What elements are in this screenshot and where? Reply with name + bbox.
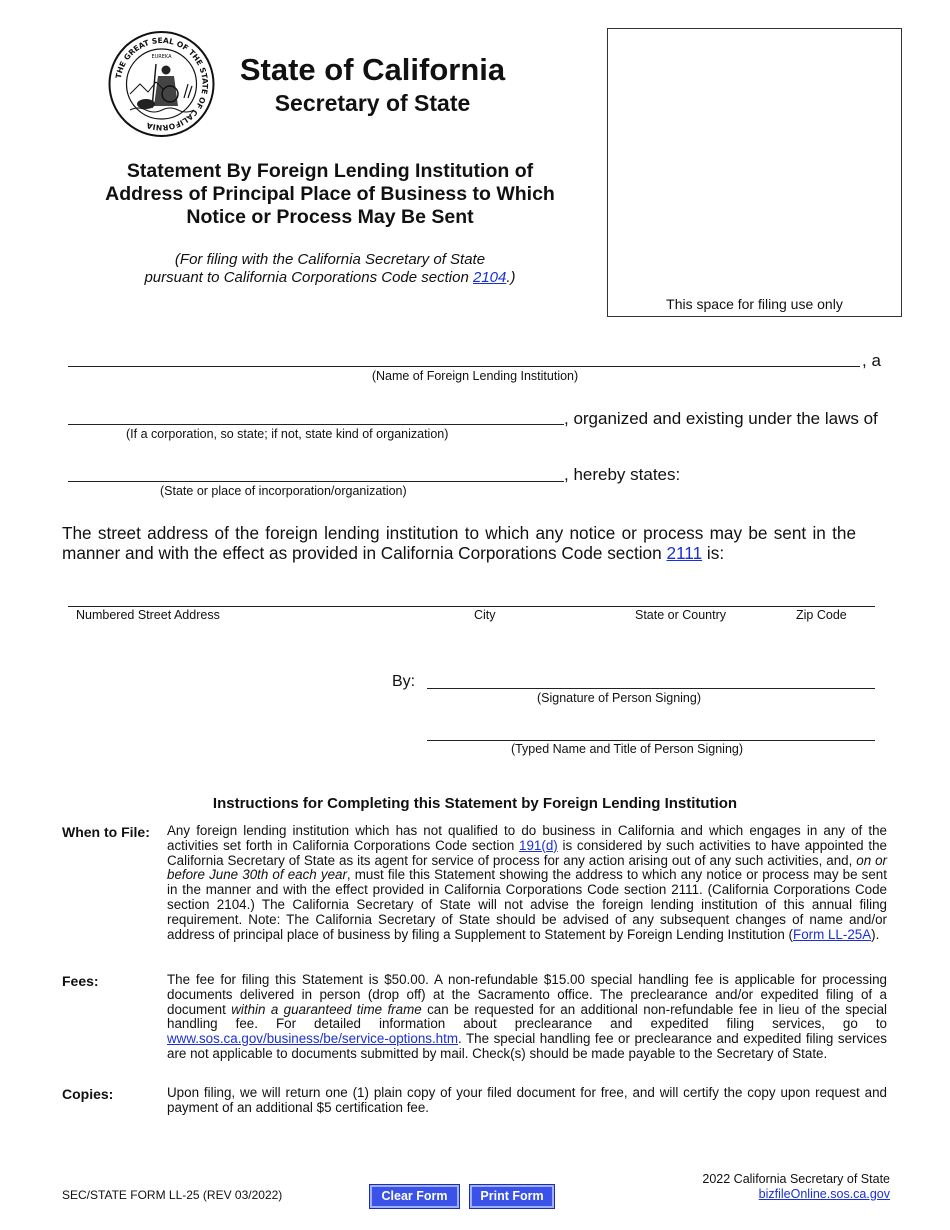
copies-text: Upon filing, we will return one (1) plain copy of your filed document for free, and will certify the copy upon request and payment of an additional $5 certification fee. bbox=[167, 1085, 887, 1115]
address-statement: The street address of the foreign lending institution to which any notice or process may be sent in the manner and with the effect as provided in California Corporations Code section 2111 is: bbox=[62, 523, 856, 563]
state-country-caption: State or Country bbox=[635, 608, 727, 622]
instructions-heading: Instructions for Completing this Statement by Foreign Lending Institution bbox=[212, 795, 738, 812]
institution-name-caption: (Name of Foreign Lending Institution) bbox=[371, 369, 579, 383]
city-caption: City bbox=[474, 608, 496, 622]
street-address-field[interactable] bbox=[68, 606, 875, 607]
street-address-caption: Numbered Street Address bbox=[76, 608, 220, 622]
clear-form-button[interactable]: Clear Form bbox=[370, 1185, 459, 1208]
bizfile-link[interactable]: bizfileOnline.sos.ca.gov bbox=[758, 1187, 890, 1201]
signature-caption: (Signature of Person Signing) bbox=[537, 691, 701, 705]
fees-text: The fee for filing this Statement is $50.00. A non-refundable $15.00 special handling fee is applicable for processing documents delivered in person (drop off) at the Sacramento office. The preclearance and/or expedited filing of a document within a guaranteed time frame can be requested for an additional non-refundable fee in lieu of the special handling fee. For detailed information about preclearance and expedited filing services, go to www.sos.ca.gov/business/be/service-options.htm. The special handling fee or preclearance and expedited filing services are not applicable to documents submitted by mail. Check(s) should be made payable to the Secretary of State. bbox=[167, 972, 887, 1061]
suffix-a-text: , a bbox=[862, 351, 881, 370]
organized-text: , organized and existing under the laws of bbox=[564, 409, 878, 428]
typed-name-caption: (Typed Name and Title of Person Signing) bbox=[510, 742, 744, 756]
organization-kind-field[interactable] bbox=[68, 424, 564, 425]
institution-name-field[interactable] bbox=[68, 366, 860, 367]
typed-name-field[interactable] bbox=[427, 740, 875, 741]
code-2104-link[interactable]: 2104 bbox=[472, 269, 507, 286]
footer-right bbox=[702, 1172, 890, 1202]
copyright-text: 2022 California Secretary of State bbox=[702, 1172, 890, 1186]
code-2111-link[interactable]: 2111 bbox=[666, 543, 703, 563]
form-id: SEC/STATE FORM LL-25 (REV 03/2022) bbox=[62, 1188, 283, 1202]
copies-label: Copies: bbox=[62, 1086, 114, 1102]
office-heading: Secretary of State bbox=[274, 90, 471, 116]
filing-use-label: This space for filing use only bbox=[666, 296, 843, 312]
svg-text:EUREKA: EUREKA bbox=[151, 54, 172, 60]
svg-text:THE GREAT SEAL OF THE STATE OF: THE GREAT SEAL OF THE STATE OF CALIFORNIA bbox=[113, 35, 210, 133]
incorporation-state-field[interactable] bbox=[68, 481, 564, 482]
zip-code-caption: Zip Code bbox=[796, 608, 847, 622]
pursuant-note: (For filing with the California Secretary of State pursuant to California Corporations Code section 2104.) bbox=[144, 251, 516, 286]
by-label: By: bbox=[392, 673, 416, 690]
signature-field[interactable] bbox=[427, 688, 875, 689]
incorporation-state-caption: (State or place of incorporation/organization) bbox=[160, 484, 407, 498]
hereby-states-text: , hereby states: bbox=[564, 465, 681, 484]
print-form-button[interactable]: Print Form bbox=[470, 1185, 554, 1208]
state-heading: State of California bbox=[239, 52, 506, 87]
form-ll25a-link[interactable]: Form LL-25A bbox=[793, 926, 872, 942]
filing-use-box bbox=[607, 28, 902, 317]
service-options-link[interactable]: www.sos.ca.gov/business/be/service-options.htm bbox=[167, 1031, 459, 1047]
when-to-file-text: Any foreign lending institution which has not qualified to do business in California and which engages in any of the activities set forth in California Corporations Code section 191(d) is considered by such activities to have appointed the California Secretary of State as its agent for service of process for any action arising out of any such activities, and, on or before June 30th of each year, must file this Statement showing the address to which any notice or process may be sent in the manner and with the effect provided in California Corporations Code section 2111. (California Corporations Code section 2104.) The California Secretary of State will not advise the foreign lending institution of this annual filing requirement. Note: The California Secretary of State should be advised of any subsequent changes of name and/or address of principal place of business by filing a Supplement to Statement by Foreign Lending Institution (Form LL-25A). bbox=[167, 823, 888, 942]
organization-kind-caption: (If a corporation, so state; if not, state kind of organization) bbox=[126, 427, 449, 441]
fees-label: Fees: bbox=[62, 973, 99, 989]
code-191d-link[interactable]: 191(d) bbox=[519, 837, 558, 853]
form-title: Statement By Foreign Lending Institution of Address of Principal Place of Business to Which Notice or Process May Be Sent bbox=[105, 160, 555, 228]
when-to-file-label: When to File: bbox=[62, 824, 150, 840]
